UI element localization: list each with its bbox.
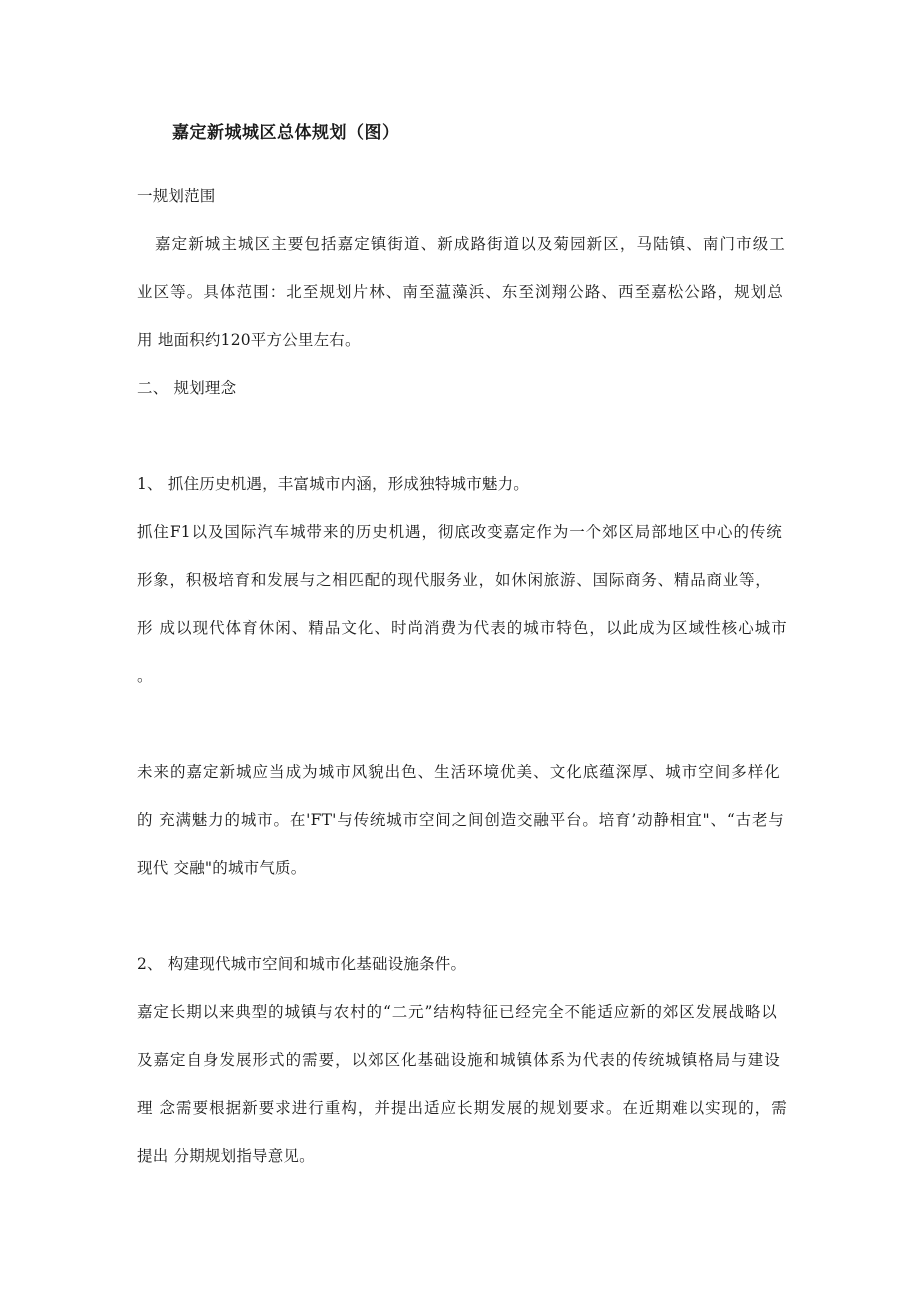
point-heading-2: 2、 构建现代城市空间和城市化基础设施条件。 xyxy=(137,955,467,973)
paragraph-line: 现代 交融"的城市气质。 xyxy=(137,859,307,877)
section-heading-concept: 二、 规划理念 xyxy=(137,379,237,397)
point-heading-1: 1、 抓住历史机遇，丰富城市内涵，形成独特城市魅力。 xyxy=(137,475,529,493)
paragraph-line: 形 成以现代体育休闲、精品文化、时尚消费为代表的城市特色，以此成为区域性核心城市 xyxy=(137,619,787,637)
paragraph-line: 形象，积极培育和发展与之相匹配的现代服务业，如休闲旅游、国际商务、精品商业等， xyxy=(137,571,771,589)
document-title: 嘉定新城城区总体规划（图） xyxy=(172,123,400,143)
paragraph-line: 用 地面积约120平方公里左右。 xyxy=(137,331,361,349)
paragraph-line: 业区等。具体范围：北至规划片林、南至蕰藻浜、东至浏翔公路、西至嘉松公路，规划总 xyxy=(137,283,783,301)
paragraph-line: 未来的嘉定新城应当成为城市风貌出色、生活环境优美、文化底蕴深厚、城市空间多样化 xyxy=(137,763,780,781)
paragraph-line: 的 充满魅力的城市。在'FT'与传统城市空间之间创造交融平台。培育’动静相宜"、“古老与 xyxy=(137,811,784,829)
section-heading-scope: 一规划范围 xyxy=(137,187,216,205)
paragraph-line: 及嘉定自身发展形式的需要，以郊区化基础设施和城镇体系为代表的传统城镇格局与建设 xyxy=(137,1051,780,1069)
paragraph-line: 抓住F1以及国际汽车城带来的历史机遇，彻底改变嘉定作为一个郊区局部地区中心的传统 xyxy=(137,523,782,541)
paragraph-line: 。 xyxy=(137,667,153,685)
paragraph-line: 嘉定新城主城区主要包括嘉定镇街道、新成路街道以及菊园新区，马陆镇、南门市级工 xyxy=(155,235,785,253)
paragraph-line: 提出 分期规划指导意见。 xyxy=(137,1147,315,1165)
paragraph-line: 嘉定长期以来典型的城镇与农村的“二元”结构特征已经完全不能适应新的郊区发展战略以 xyxy=(137,1003,777,1021)
paragraph-line: 理 念需要根据新要求进行重构，并提出适应长期发展的规划要求。在近期难以实现的，需 xyxy=(137,1099,787,1117)
